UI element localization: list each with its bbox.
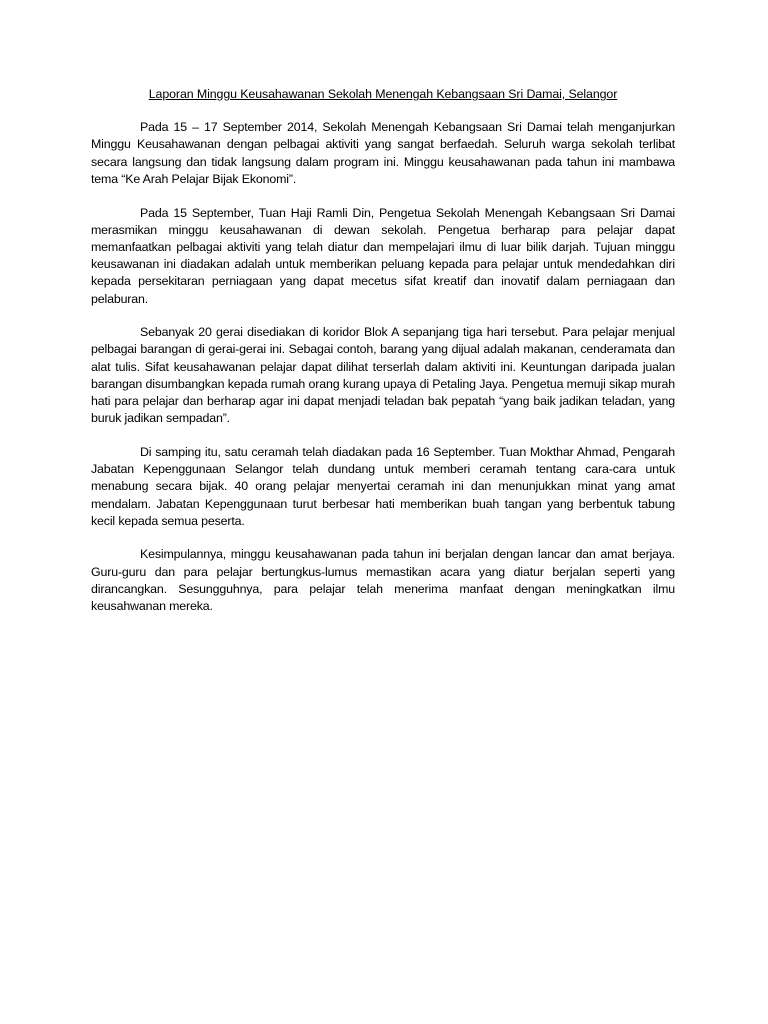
paragraph-opening-ceremony: Pada 15 September, Tuan Haji Ramli Din, Pengetua Sekolah Menengah Kebangsaan Sri Damai merasmikan minggu keusahawanan di dewan sekolah. Pengetua berharap para pelajar dapat memanfaatkan pelbagai aktiviti yang telah diatur dan mempelajari ilmu di luar bilik darjah. Tujuan minggu keusawanan ini diadakan adalah untuk memberikan peluang kepada para pelajar untuk mendedahkan diri kepada persekitaran perniagaan yang dapat mecetus sifat kreatif dan inovatif dalam perniagaan dan pelaburan.: [91, 205, 675, 306]
paragraph-conclusion: Kesimpulannya, minggu keusahawanan pada tahun ini berjalan dengan lancar dan amat berjaya. Guru-guru dan para pelajar bertungkus-lumus memastikan acara yang diatur berjalan seperti yang dirancangkan. Sesungguhnya, para pelajar telah menerima manfaat dengan meningkatkan ilmu keusahwanan mereka.: [91, 547, 675, 614]
paragraph-introduction: Pada 15 – 17 September 2014, Sekolah Menengah Kebangsaan Sri Damai telah menganjurkan Minggu Keusahawanan dengan pelbagai aktiviti yang sangat berfaedah. Seluruh warga sekolah terlibat secara langsung dan tidak langsung dalam program ini. Minggu keusahawanan pada tahun ini mambawa tema “Ke Arah Pelajar Bijak Ekonomi”.: [91, 120, 675, 186]
document-page: [91, 86, 675, 632]
paragraph-stalls: Sebanyak 20 gerai disediakan di koridor Blok A sepanjang tiga hari tersebut. Para pelajar menjual pelbagai barangan di gerai-gerai ini. Sebagai contoh, barang yang dijual adalah makanan, cenderamata dan alat tulis. Sifat keusahawanan pelajar dapat dilihat terserlah dalam aktiviti ini. Keuntungan daripada jualan barangan disumbangkan kepada rumah orang kurang upaya di Petaling Jaya. Pengetua memuji sikap murah hati para pelajar dan berharap agar ini dapat menjadi teladan bak pepatah “yang baik jadikan teladan, yang buruk jadikan sempadan”.: [91, 325, 675, 426]
report-title: Laporan Minggu Keusahawanan Sekolah Menengah Kebangsaan Sri Damai, Selangor: [148, 87, 618, 101]
paragraph-talk: Di samping itu, satu ceramah telah diadakan pada 16 September. Tuan Mokthar Ahmad, Pengarah Jabatan Kepenggunaan Selangor telah dundang untuk memberi ceramah tentang cara-cara untuk menabung secara bijak. 40 orang pelajar menyertai ceramah ini dan menunjukkan minat yang amat mendalam. Jabatan Kepenggunaan turut berbesar hati memberikan buah tangan yang berbentuk tabung kecil kepada semua peserta.: [91, 444, 675, 528]
